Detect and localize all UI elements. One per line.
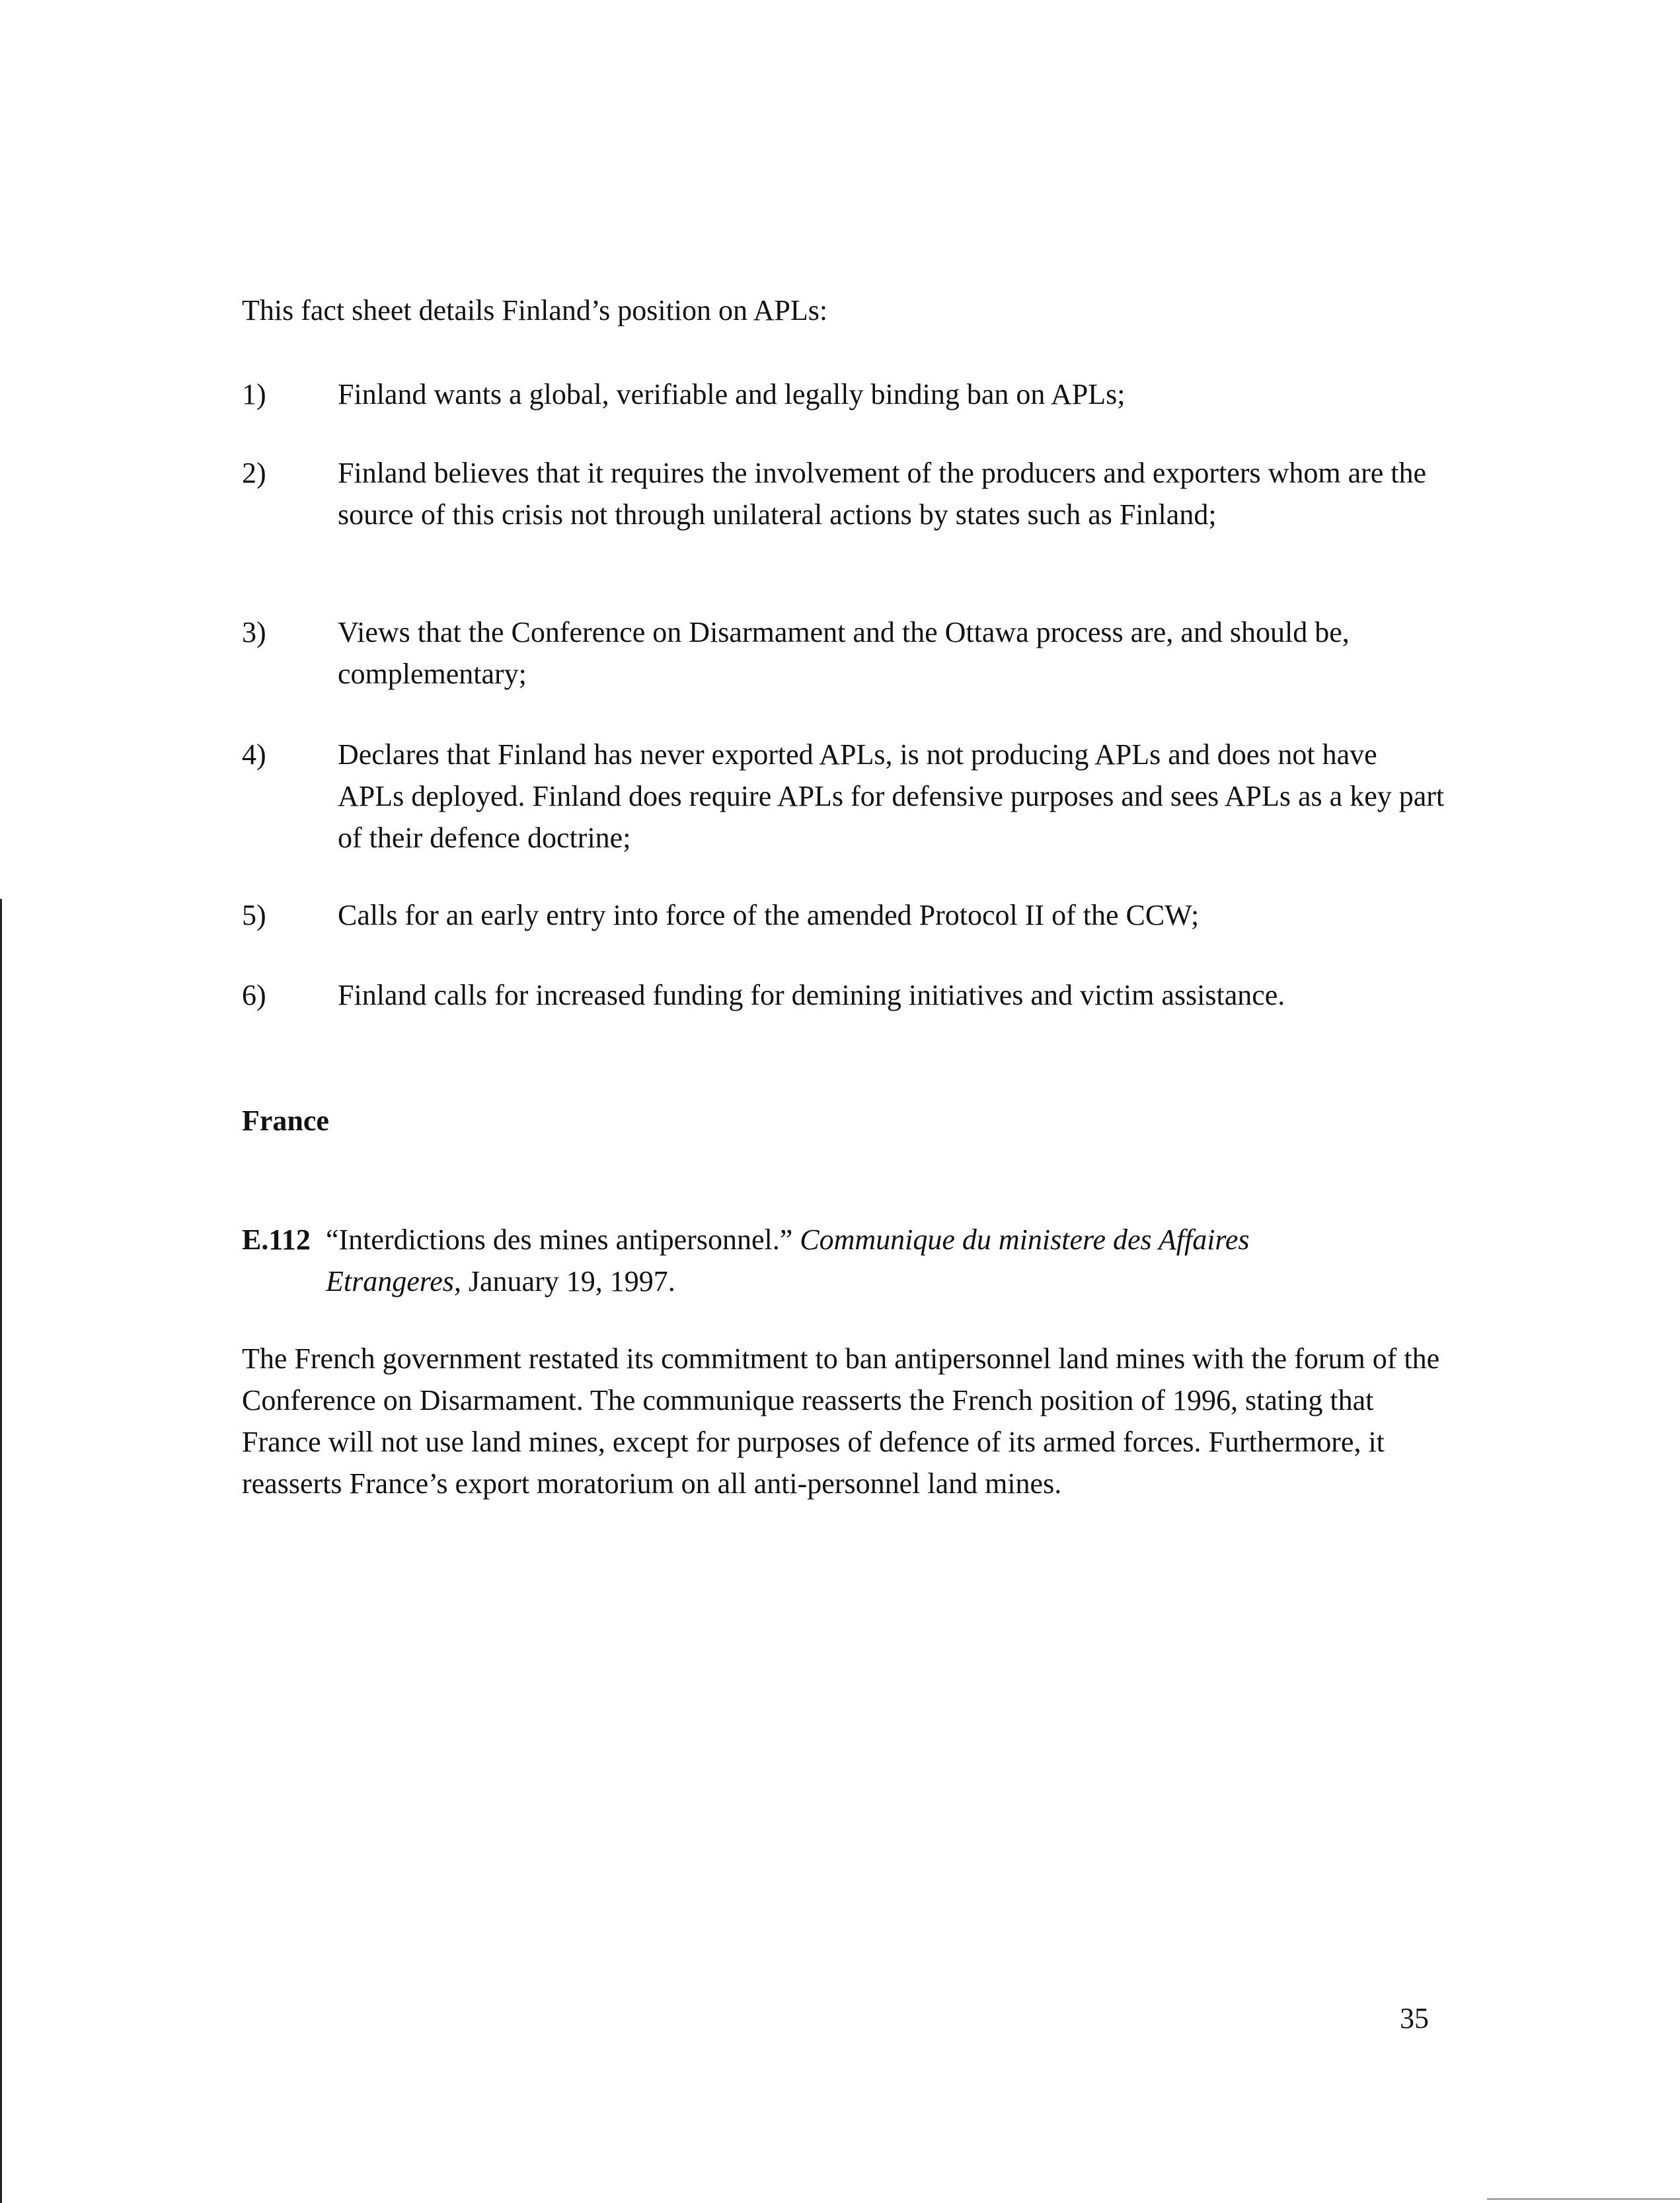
list-item-number: 6) — [242, 979, 266, 1011]
entry-citation — [326, 1219, 1463, 1302]
list-item-text: Views that the Conference on Disarmament and the Ottawa process are, and should be, complementary; — [338, 616, 1350, 690]
intro-sentence: This fact sheet details Finland’s position on APLs: — [242, 294, 828, 327]
entry-source: Communique du ministere des Affaires — [800, 1223, 1250, 1256]
section-heading: France — [242, 1104, 329, 1137]
list-item-text: Calls for an early entry into force of the amended Protocol II of the CCW; — [338, 899, 1200, 931]
list-item-number: 2) — [242, 457, 266, 489]
list-item-number: 1) — [242, 378, 266, 410]
summary-paragraph: The French government restated its commitment to ban antipersonnel land mines with the forum of the Conference on Disarmament. The communique reasserts the French position of 1996, stating that France will not use land mines, except for purposes of defence of its armed forces. Furthermore, it reasserts France’s export moratorium on all anti-personnel land mines. — [242, 1342, 1440, 1500]
scan-bottom-line — [1487, 2198, 1680, 2200]
list-item-number: 4) — [242, 738, 266, 771]
entry-source-continued: Etrangeres, — [326, 1265, 461, 1297]
list-item-text: Finland calls for increased funding for demining initiatives and victim assistance. — [338, 979, 1285, 1011]
list-item-number: 3) — [242, 616, 266, 648]
entry-date: January 19, 1997. — [468, 1265, 675, 1297]
list-item-text: Finland wants a global, verifiable and legally binding ban on APLs; — [338, 378, 1126, 410]
list-item-text: Declares that Finland has never exported APLs, is not producing APLs and does not have APLs deployed. Finland does require APLs for defensive purposes and sees APLs as a key part of their defence doctrine; — [338, 738, 1445, 854]
page-number: 35 — [1400, 2002, 1429, 2034]
entry-code: E.112 — [242, 1223, 311, 1256]
entry-title: “Interdictions des mines antipersonnel.” — [326, 1223, 793, 1256]
list-item-number: 5) — [242, 899, 266, 931]
list-item-text: Finland believes that it requires the involvement of the producers and exporters whom are the source of this crisis not through unilateral actions by states such as Finland; — [338, 457, 1427, 531]
scan-edge-line — [0, 899, 2, 2203]
